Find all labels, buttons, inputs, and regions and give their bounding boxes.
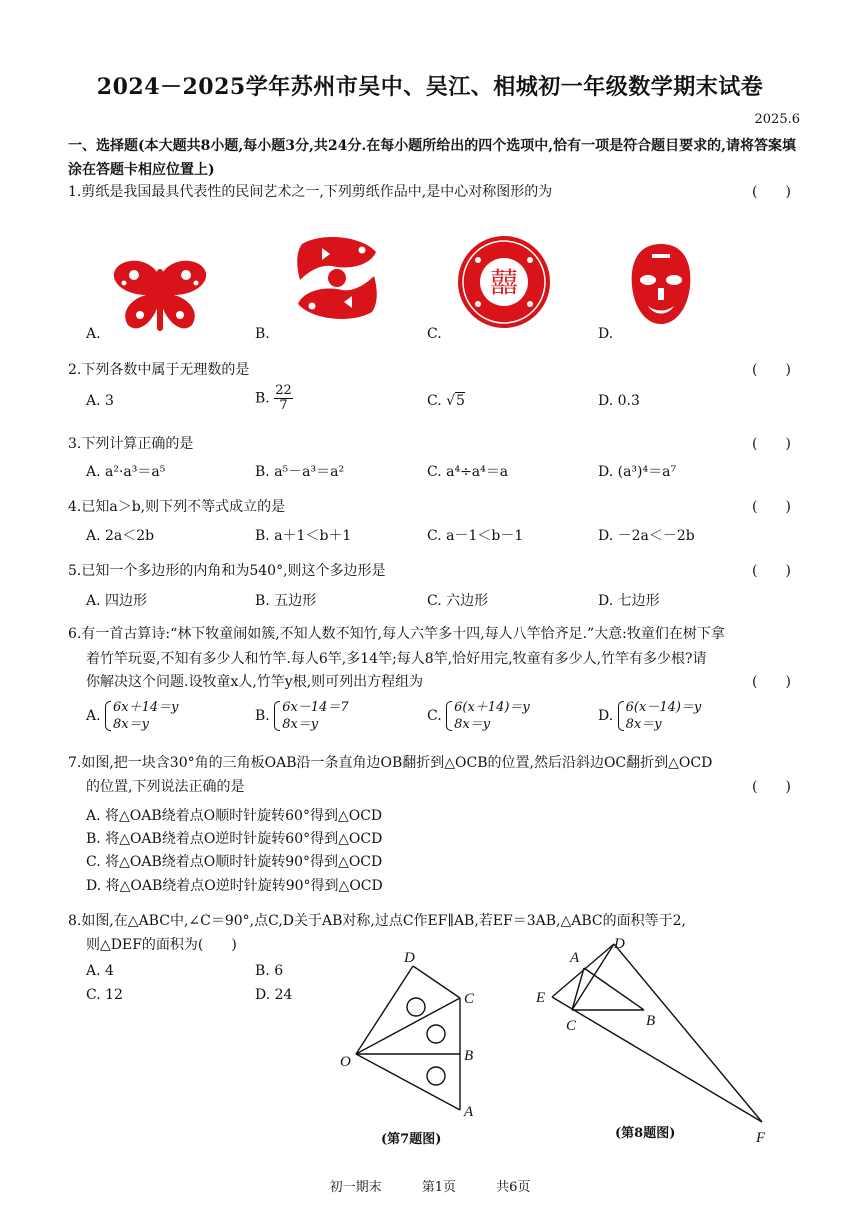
q6-option-c[interactable] (427, 699, 530, 733)
question-6-line-3: 你解决这个问题.设牧童x人,竹竿y根,则可列出方程组为 (86, 674, 424, 690)
equation: 8x＝y (454, 717, 491, 732)
question-8-line-1: 8.如图,在△ABC中,∠C＝90°,点C,D关于AB对称,过点C作EF∥AB,若EF＝3AB,△ABC的面积等于2, (68, 913, 686, 929)
question-3-stem: 3.下列计算正确的是 (68, 436, 194, 452)
fraction-denominator: 7 (279, 398, 288, 413)
q8-option-c[interactable]: C. 12 (86, 987, 123, 1003)
q8-option-a[interactable]: A. 4 (86, 963, 114, 979)
q5-option-c[interactable]: C. 六边形 (427, 593, 489, 609)
q4-option-b[interactable]: B. a＋1＜b＋1 (255, 528, 352, 544)
q8-option-d[interactable]: D. 24 (255, 987, 293, 1003)
q6-option-d-label: D. (598, 708, 614, 724)
question-7-line-2: 的位置,下列说法正确的是 (86, 779, 245, 795)
q4-option-a[interactable]: A. 2a＜2b (86, 528, 155, 544)
q8-option-b[interactable]: B. 6 (255, 963, 284, 979)
q6-option-a-label: A. (86, 708, 101, 724)
equation-system-c (446, 699, 530, 733)
label-a: A (570, 950, 580, 966)
fraction-numerator: 22 (275, 383, 292, 398)
label-f: F (756, 1130, 766, 1146)
figure-8-caption: (第8题图) (615, 1126, 676, 1141)
fish-papercut-image (292, 232, 382, 324)
q6-option-d[interactable] (598, 699, 701, 733)
triangle-hole-circle (427, 1067, 445, 1085)
answer-paren-5: ( ) (752, 563, 791, 579)
label-d: D (404, 950, 415, 966)
q5-option-b[interactable]: B. 五边形 (255, 593, 317, 609)
q7-option-a[interactable]: A. 将△OAB绕着点O顺时针旋转60°得到△OCD (86, 808, 383, 824)
segment-oa (356, 1054, 460, 1110)
svg-text:囍: 囍 (489, 266, 519, 299)
answer-paren-7: ( ) (752, 779, 791, 795)
q3-option-d[interactable]: D. (a³)⁴＝a⁷ (598, 464, 677, 480)
equation: 6(x－14)＝y (625, 700, 702, 715)
q6-option-b-label: B. (255, 708, 270, 724)
q7-option-c[interactable]: C. 将△OAB绕着点O顺时针旋转90°得到△OCD (86, 854, 383, 870)
q2-option-c-label: C. (427, 393, 442, 409)
page-footer (0, 1176, 860, 1195)
fraction-22-7 (274, 384, 293, 413)
equation: 6(x＋14)＝y (454, 700, 530, 715)
question-8-line-2: 则△DEF的面积为( ) (86, 937, 237, 953)
question-2-stem: 2.下列各数中属于无理数的是 (68, 362, 250, 378)
q1-option-b[interactable]: B. (255, 326, 270, 342)
q1-option-c[interactable]: C. (427, 326, 442, 342)
figure-7-caption: (第7题图) (381, 1132, 442, 1147)
equation-system-b (274, 699, 348, 733)
equation: 8x＝y (113, 717, 149, 732)
label-a: A (464, 1104, 474, 1120)
segment-ef (552, 997, 762, 1122)
triangle-hole-circle (407, 998, 425, 1016)
q2-option-a[interactable]: A. 3 (86, 393, 114, 409)
segment-dc (413, 966, 460, 998)
q2-option-b-label: B. (255, 390, 270, 407)
q3-option-c[interactable]: C. a⁴÷a⁴＝a (427, 464, 509, 480)
segment-ed (552, 944, 614, 997)
answer-paren-6: ( ) (752, 674, 791, 690)
figure-8-triangles (528, 930, 778, 1150)
section-header: 一、选择题(本大题共8小题,每小题3分,共24分.在每小题所给出的四个选项中,恰有一项是符合题目要求的,请将答案填涂在答题卡相应位置上) (68, 138, 796, 178)
q7-option-d[interactable]: D. 将△OAB绕着点O逆时针旋转90°得到△OCD (86, 878, 383, 894)
answer-paren-4: ( ) (752, 499, 791, 515)
segment-df (614, 944, 762, 1122)
label-b: B (646, 1013, 656, 1029)
q3-option-b[interactable]: B. a⁵－a³＝a² (255, 464, 345, 480)
double-happiness-papercut-image (456, 234, 552, 330)
q4-option-c[interactable]: C. a－1＜b－1 (427, 528, 524, 544)
page-title: 2024－2025学年苏州市吴中、吴江、相城初一年级数学期末试卷 (96, 74, 764, 100)
question-1-stem: 1.剪纸是我国最具代表性的民间艺术之一,下列剪纸作品中,是中心对称图形的为 (68, 184, 553, 200)
exam-date: 2025.6 (754, 112, 800, 127)
segment-od (356, 966, 413, 1054)
label-c: C (566, 1018, 577, 1034)
q5-option-d[interactable]: D. 七边形 (598, 593, 660, 609)
question-6-line-1: 6.有一首古算诗:“林下牧童闹如簇,不知人数不知竹,每人六竿多十四,每人八竿恰齐足.”大意:牧童们在树下拿 (68, 626, 725, 642)
label-c: C (464, 991, 475, 1007)
equation-system-d (618, 699, 702, 733)
q1-option-a[interactable]: A. (86, 326, 101, 342)
q2-option-b[interactable] (255, 384, 293, 413)
opera-mask-papercut-image (628, 242, 694, 326)
question-6-line-2: 着竹竿玩耍,不知有多少人和竹竿.每人6竿,多14竿;每人8竿,恰好用完,牧童有多少人,竹竿有多少根?请 (86, 651, 707, 667)
answer-paren-1: ( ) (752, 184, 791, 200)
footer-total-pages: 共6页 (496, 1180, 531, 1195)
q5-option-a[interactable]: A. 四边形 (86, 593, 148, 609)
q2-option-d[interactable]: D. 0.3̇ (598, 393, 640, 409)
segment-ab (584, 968, 644, 1010)
triangle-hole-circle (427, 1025, 445, 1043)
butterfly-papercut-image (110, 255, 210, 335)
radicand: 5 (456, 393, 465, 409)
equation: 8x＝y (282, 717, 319, 732)
footer-page-number: 第1页 (421, 1180, 456, 1195)
equation: 8x＝y (625, 717, 662, 732)
q6-option-a[interactable] (86, 699, 179, 733)
q2-option-c[interactable]: C. √5 (427, 393, 465, 409)
label-b: B (464, 1048, 474, 1064)
label-o: O (340, 1054, 351, 1070)
question-7-line-1: 7.如图,把一块含30°角的三角板OAB沿一条直角边OB翻折到△OCB的位置,然后沿斜边OC翻折到△OCD (68, 755, 713, 771)
equation: 6x－14＝7 (282, 700, 349, 715)
q6-option-c-label: C. (427, 708, 442, 724)
equation-system-a (105, 699, 179, 733)
q6-option-b[interactable] (255, 699, 349, 733)
answer-paren-3: ( ) (752, 436, 791, 452)
answer-paren-2: ( ) (752, 362, 791, 378)
label-e: E (536, 990, 546, 1006)
figure-7-triangles (330, 948, 490, 1123)
label-d: D (614, 936, 625, 952)
segment-oc (356, 998, 460, 1054)
question-5-stem: 5.已知一个多边形的内角和为540°,则这个多边形是 (68, 563, 386, 579)
q4-option-d[interactable]: D. －2a＜－2b (598, 528, 695, 544)
q3-option-a[interactable]: A. a²·a³＝a⁵ (86, 464, 166, 480)
q7-option-b[interactable]: B. 将△OAB绕着点O逆时针旋转60°得到△OCD (86, 831, 383, 847)
equation: 6x＋14＝y (113, 700, 179, 715)
q1-option-d[interactable]: D. (598, 326, 614, 342)
footer-course: 初一期末 (329, 1180, 382, 1195)
question-4-stem: 4.已知a＞b,则下列不等式成立的是 (68, 499, 286, 515)
